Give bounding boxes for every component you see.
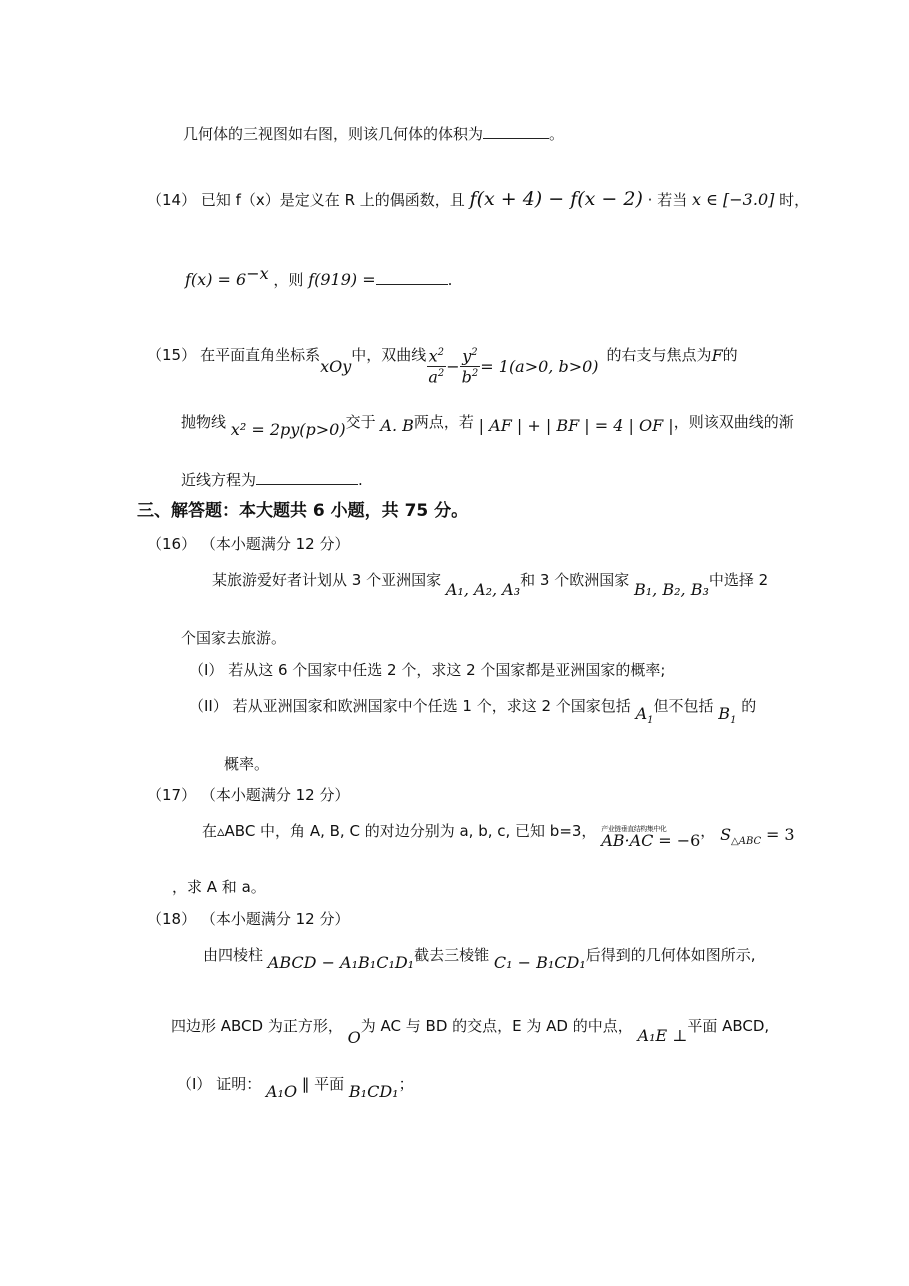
q15-text-3: 的右支与焦点为	[606, 346, 712, 365]
q17-line-1	[202, 822, 795, 850]
q16-number: （16）	[147, 535, 197, 553]
q15-text-5: 抛物线	[181, 413, 227, 431]
q15-text-6: 交于	[345, 413, 376, 431]
q15-focus: F	[711, 345, 723, 365]
q14-text-4: ，则	[273, 271, 304, 289]
q15-text-7: 两点，若	[413, 413, 474, 431]
q18-part-1-plane: B₁CD₁	[348, 1082, 399, 1101]
q15-text-9: 近线方程为	[181, 471, 257, 489]
q14-number: （14）	[147, 191, 197, 209]
q16-asian-countries: A₁, A₂, A₃	[445, 580, 521, 599]
q16-part-1: （I） 若从这 6 个国家中任选 2 个，求这 2 个国家都是亚洲国家的概率;	[189, 661, 666, 679]
q15-end: .	[358, 471, 363, 489]
q15-hyperbola-x-term: $\frac{x^2}{a^2}$	[428, 346, 445, 387]
q17-vector-overlay: 产业链垂直结构集中化	[601, 825, 667, 833]
q18-part-1-line: A₁O	[265, 1082, 298, 1101]
q16-line-2: 个国家去旅游。	[181, 629, 287, 647]
q18-part-1-parallel: ‖ 平面	[301, 1075, 345, 1093]
q14-equation-2-exponent: −x	[246, 264, 269, 283]
q16-part-2-text-2: 但不包括	[653, 697, 714, 715]
q18-header	[147, 912, 350, 927]
q18-point-o: O	[347, 1028, 361, 1047]
q16-text-2: 和 3 个欧洲国家	[520, 571, 630, 589]
q14-text-3: 时，	[779, 191, 810, 209]
section-3-title: 三、解答题：本大题共 6 小题，共 75 分。	[137, 501, 469, 521]
q18-part-1-end: ；	[398, 1075, 414, 1093]
q17-text-1: 在▵ABC 中，角 A, B, C 的对边分别为 a, b, c, 已知 b=3，	[202, 822, 597, 840]
q16-part-2-text-1: （II） 若从亚洲国家和欧洲国家中个任选 1 个，求这 2 个国家包括	[189, 697, 631, 715]
q16-score: （本小题满分 12 分）	[200, 535, 350, 553]
q13-end: 。	[549, 125, 565, 143]
q16-text-1: 某旅游爱好者计划从 3 个亚洲国家	[212, 571, 442, 589]
q17-area-rhs: = 3	[765, 825, 795, 844]
q18-text-3: 后得到的几何体如图所示,	[585, 946, 756, 964]
q15-text-8: ，则该双曲线的渐	[673, 413, 794, 431]
q15-text-1: 在平面直角坐标系	[200, 346, 321, 365]
q13-text: 几何体的三视图如右图，则该几何体的体积为	[183, 125, 484, 143]
q18-line-1	[203, 946, 756, 972]
q17-text-2: ，	[700, 822, 716, 840]
q16-line-1	[212, 571, 769, 599]
q17-area: $S_{\triangle ABC}$	[720, 825, 762, 848]
q18-part-1	[177, 1075, 414, 1101]
q15-condition: | AF | + | BF | = 4 | OF |	[478, 416, 674, 435]
q15-line-3	[181, 470, 363, 488]
q15-parabola: x² = 2py(p>0)	[230, 420, 346, 439]
q18-text-5: 为 AC 与 BD 的交点，E 为 AD 的中点，	[360, 1017, 633, 1035]
q14-condition: x ∈ [−3.0]	[691, 190, 775, 209]
q14-line-2	[185, 266, 452, 288]
q18-text-6: 平面 ABCD,	[687, 1017, 770, 1035]
q15-hyperbola-rhs: = 1(a>0, b>0)	[480, 356, 599, 376]
q16-b1: $B_1$	[718, 704, 737, 727]
q17-score: （本小题满分 12 分）	[200, 786, 350, 804]
q14-equation-3: f(919) =	[308, 270, 376, 289]
q15-blank	[256, 470, 358, 485]
q16-part-2	[189, 697, 757, 727]
q16-european-countries: B₁, B₂, B₃	[634, 580, 709, 599]
q15-text-4: 的	[722, 346, 738, 365]
q16-header	[147, 537, 350, 552]
q14-text-1: 已知 f（x）是定义在 R 上的偶函数，且	[200, 191, 465, 209]
q15-coordinate-system: xOy	[320, 356, 352, 376]
q15-hyperbola-y-term: $\frac{y^2}{b^2}$	[461, 346, 479, 387]
q18-score: （本小题满分 12 分）	[200, 910, 350, 928]
q15-text-2: 中，双曲线	[351, 346, 427, 365]
q14-equation-2: f(x) = 6	[185, 270, 247, 289]
q15-line-1: （15） 在平面直角坐标系 xOy 中，双曲线 $\frac{x^2}{a^2}$ − $\frac{y^2}{b^2}$ = 1(a>0, b>0) 的右支与焦点为 F 的	[147, 345, 738, 387]
q13-line	[183, 124, 564, 142]
q16-part-2-end: 概率。	[224, 755, 270, 773]
q18-perpendicular: A₁E ⊥	[637, 1026, 688, 1045]
q15-line-2	[181, 413, 794, 439]
q14-line-1	[147, 190, 809, 209]
q18-text-4: 四边形 ABCD 为正方形，	[171, 1017, 343, 1035]
q16-text-3: 中选择 2	[708, 571, 769, 589]
q18-number: （18）	[147, 910, 197, 928]
q14-end: .	[447, 271, 453, 289]
q14-equation-1: f(x + 4) − f(x − 2)	[469, 188, 643, 210]
q18-prism: ABCD − A₁B₁C₁D₁	[267, 953, 415, 972]
q18-pyramid: C₁ − B₁CD₁	[493, 953, 586, 972]
q13-blank	[483, 124, 549, 139]
q18-text-1: 由四棱柱	[203, 946, 264, 964]
q18-part-1-label: （I） 证明：	[177, 1075, 262, 1093]
q16-part-2-text-3: 的	[741, 697, 757, 715]
q18-line-2	[171, 1017, 770, 1047]
q18-text-2: 截去三棱锥	[414, 946, 490, 964]
q17-header	[147, 788, 350, 803]
q17-vector-rhs: = −6	[658, 831, 701, 850]
q16-a1: $A_1$	[635, 704, 654, 727]
q17-vector-product: 产业链垂直结构集中化 AB·AC	[601, 825, 667, 850]
q14-blank	[376, 270, 448, 285]
q17-number: （17）	[147, 786, 197, 804]
q15-number: （15）	[147, 346, 197, 365]
q15-points: A. B	[380, 416, 414, 435]
q14-text-2: · 若当	[647, 191, 688, 209]
q17-line-2: ，求 A 和 a。	[172, 878, 266, 896]
